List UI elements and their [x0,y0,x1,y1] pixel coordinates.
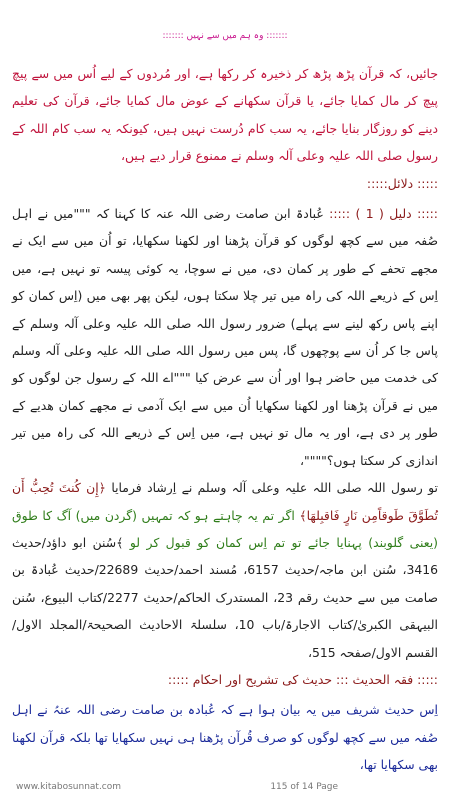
fiqh-heading: ::::: فقہ الحدیث ::: حدیث کی تشریح اور احکام ::::: [167,671,438,687]
hadith-paragraph [12,474,438,666]
evidence-heading: ::::: دلائل::::: [366,175,438,191]
article-body [12,60,438,779]
evidence-1-label: ::::: دلیل ( 1 ) ::::: [329,206,438,222]
intro-paragraph: جائیں، کہ قرآن پڑھ پڑھ کر ذخیرہ کر رکھا ہے، اور مُردوں کے لیے اُس میں سے پیچ پیچ کر مال کمایا جائے، یا قرآن سکھانے کے عوض مال کمایا جائے، قرآن کی تعلیم دینے کو روزگار بنایا جائے، یہ سب کام دُرست نہیں ہیں، کیونکہ یہ سب کام اللہ کے رسول صلی اللہ علیہ وعلی آلہ وسلم نے ممنوع قرار دیے ہیں، [12,66,438,164]
hadith-references: ﴾سُنن ابو داؤد/حدیث 3416، سُنن ابن ماجہ/حدیث 6157، مُسند احمد/حدیث 22689/حدیث عُبادۃ بن صامت میں سے حدیث رقم 23، المستدرک الحاکم/حدیث 2277/کتاب البیوع، سُنن البیہقی الکبریٰ/کتاب الاجارۃ/باب 10، سلسلۃ الاحادیث الصحیحۃ/المجلد الاول/القسم الاول/صفحہ 515، [12,534,439,660]
hadith-intro: تو رسول اللہ صلی اللہ علیہ وعلی آلہ وسلم نے اِرشاد فرمایا [111,480,438,496]
page-footer [16,776,434,792]
fiqh-paragraph: اِس حدیث شریف میں یہ بیان ہوا ہے کہ عُبادہ بن صامت رضی اللہ عنہُ نے اہل صُفہ میں سے کچھ لوگوں کو صرف قُرآن پڑھنا ہی نہیں سکھایا تھا بلکہ قرآن لکھنا بھی سکھایا تھا، [12,702,438,773]
hadith-translation: اگر تم یہ چاہتے ہو کہ تمہیں (گردن میں) آگ کا طوق (یعنی گلوبند) پہنایا جائے تو تم اِس کمان کو قبول کر لو [12,507,438,550]
evidence-1-text: عُبادۃ ابن صامت رضی اللہ عنہ کا کہنا کہ """میں نے اہل صُفہ میں سے کچھ لوگوں کو قرآن پڑھنا اور لکھنا سکھایا، تو اُن میں سے ایک نے مجھے تحفے کے طور پر کمان دی، میں نے سوچا، یہ کوئی پیسہ تو نہیں ہے، میں اِس کے ذریعے اللہ کی راہ میں تیر چلا سکتا ہوں، لیکن پھر بھی میں (اِس کمان کو اپنے پاس رکھ لینے سے پہلے) ضرور رسول اللہ صلی اللہ علیہ وعلی آلہ وسلم کے پاس جا کر اُن سے پوچھوں گا، پس میں رسول اللہ صلی اللہ علیہ وعلی آلہ وسلم کی خدمت میں حاضر ہوا اور اُن سے عرض کیا """اے اللہ کے رسول جن لوگوں کو میں نے قرآن پڑھنا اور لکھنا سکھایا اُن میں سے ایک آدمی نے مجھے کمان ھدیے کے طور پر دی ہے، اور یہ مال تو نہیں ہے، میں اِس کے ذریعے اللہ کی راہ میں تیر اندازی کر سکتا ہوں؟""""، [12,206,438,468]
footer-page-number: 115 of 14 Page [270,782,338,792]
page-header-title: ::::::: وہ ہم میں سے نہیں ::::::: [162,31,288,41]
footer-site-link[interactable]: www.kitabosunnat.com [16,782,122,792]
evidence-1-paragraph [12,200,438,474]
hadith-arabic-text: ﴿إِن كُنتَ تُحِبُّ أَن تُطَوَّقَ طَوقاًمِن نَارٍ فَاقبِلهَا﴾ [12,480,438,523]
